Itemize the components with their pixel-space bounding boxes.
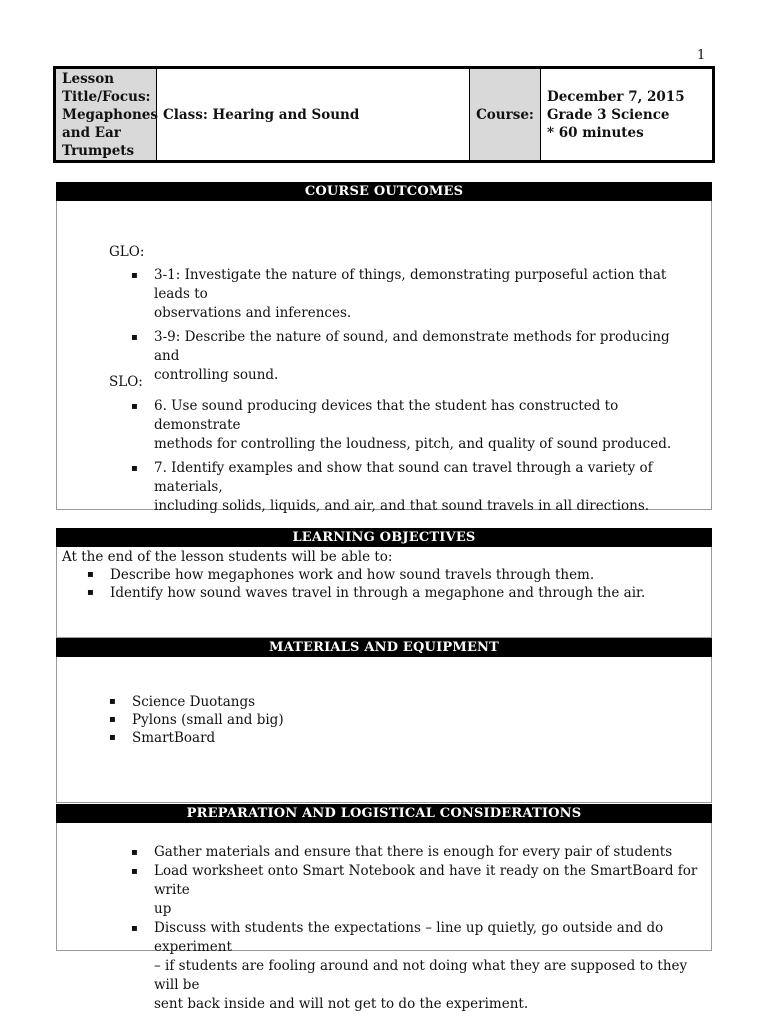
slo-label: SLO: bbox=[109, 374, 143, 390]
glo-list bbox=[131, 266, 699, 385]
preparation-body bbox=[56, 823, 712, 1012]
slo-list bbox=[131, 397, 699, 516]
course-outcomes-heading: COURSE OUTCOMES bbox=[56, 182, 712, 201]
bullet-icon: ▪ bbox=[87, 587, 94, 598]
learning-objectives-body bbox=[56, 547, 712, 638]
bullet-icon: ▪ bbox=[131, 463, 138, 474]
preparation-heading: PREPARATION AND LOGISTICAL CONSIDERATIONS bbox=[56, 804, 712, 823]
list-item-text: Describe how megaphones work and how sound travels through them. bbox=[110, 567, 595, 583]
list-item bbox=[131, 459, 699, 516]
glo-label: GLO: bbox=[109, 244, 145, 260]
list-item-line: methods for controlling the loudness, pitch, and quality of sound produced. bbox=[154, 436, 672, 452]
list-item bbox=[131, 919, 709, 1014]
course-label: Course: bbox=[476, 106, 534, 123]
materials-heading: MATERIALS AND EQUIPMENT bbox=[56, 638, 712, 657]
page-number: 1 bbox=[697, 48, 706, 63]
list-item-line: 7. Identify examples and show that sound can travel through a variety of materials, bbox=[154, 460, 653, 495]
bullet-icon: ▪ bbox=[131, 866, 138, 877]
learning-objectives-heading: LEARNING OBJECTIVES bbox=[56, 528, 712, 547]
course-duration: * 60 minutes bbox=[547, 124, 644, 141]
list-item-line: 3-1: Investigate the nature of things, demonstrating purposeful action that leads to bbox=[154, 267, 667, 302]
course-grade: Grade 3 Science bbox=[547, 106, 670, 123]
course-date: December 7, 2015 bbox=[547, 88, 685, 105]
course-label-cell bbox=[470, 69, 541, 160]
list-item bbox=[131, 843, 709, 862]
materials-body bbox=[56, 657, 712, 803]
list-item-text: Science Duotangs bbox=[132, 694, 256, 710]
bullet-icon: ▪ bbox=[109, 714, 116, 725]
list-item-line: 3-9: Describe the nature of sound, and demonstrate methods for producing and bbox=[154, 329, 670, 364]
list-item-text: Identify how sound waves travel in through a megaphone and through the air. bbox=[110, 585, 646, 601]
bullet-icon: ▪ bbox=[131, 847, 138, 858]
objectives-list bbox=[87, 566, 700, 602]
lesson-title-line: Title/Focus: bbox=[62, 88, 151, 105]
bullet-icon: ▪ bbox=[87, 569, 94, 580]
course-outcomes-section bbox=[56, 182, 712, 514]
list-item-line: Discuss with students the expectations – line up quietly, go outside and do experiment bbox=[154, 920, 664, 955]
bullet-icon: ▪ bbox=[131, 270, 138, 281]
lesson-title-line: Megaphones bbox=[62, 106, 158, 123]
learning-objectives-section bbox=[56, 528, 712, 638]
list-item bbox=[87, 584, 700, 602]
course-details-cell bbox=[541, 69, 712, 160]
lesson-title-line: Lesson bbox=[62, 70, 115, 87]
list-item bbox=[109, 693, 692, 711]
list-item-line: observations and inferences. bbox=[154, 305, 352, 321]
list-item bbox=[131, 862, 709, 919]
list-item-text: Pylons (small and big) bbox=[132, 712, 284, 728]
list-item-line: Load worksheet onto Smart Notebook and have it ready on the SmartBoard for write bbox=[154, 863, 698, 898]
bullet-icon: ▪ bbox=[131, 401, 138, 412]
lesson-header-table bbox=[53, 66, 715, 163]
bullet-icon: ▪ bbox=[109, 732, 116, 743]
class-text: Class: Hearing and Sound bbox=[163, 106, 360, 123]
class-cell bbox=[157, 69, 470, 160]
list-item-text: SmartBoard bbox=[132, 730, 216, 746]
list-item bbox=[109, 711, 692, 729]
lesson-title-cell bbox=[56, 69, 157, 160]
list-item bbox=[131, 328, 699, 385]
bullet-icon: ▪ bbox=[109, 696, 116, 707]
list-item bbox=[109, 729, 692, 747]
list-item-line: including solids, liquids, and air, and that sound travels in all directions. bbox=[154, 498, 650, 514]
materials-list bbox=[109, 693, 692, 747]
materials-section bbox=[56, 638, 712, 803]
preparation-section bbox=[56, 804, 712, 1012]
list-item bbox=[131, 266, 699, 323]
list-item-line: controlling sound. bbox=[154, 367, 279, 383]
list-item-line: sent back inside and will not get to do the experiment. bbox=[154, 996, 529, 1012]
bullet-icon: ▪ bbox=[131, 332, 138, 343]
list-item bbox=[131, 397, 699, 454]
list-item bbox=[87, 566, 700, 584]
lesson-title-line: Trumpets bbox=[62, 142, 135, 159]
preparation-list bbox=[131, 843, 709, 1014]
course-outcomes-body bbox=[56, 201, 712, 514]
objectives-intro: At the end of the lesson students will be able to: bbox=[62, 549, 393, 565]
list-item-line: Gather materials and ensure that there is enough for every pair of students bbox=[154, 844, 673, 860]
list-item-line: up bbox=[154, 901, 172, 917]
list-item-line: 6. Use sound producing devices that the student has constructed to demonstrate bbox=[154, 398, 619, 433]
bullet-icon: ▪ bbox=[131, 923, 138, 934]
lesson-title-line: and Ear bbox=[62, 124, 121, 141]
list-item-line: – if students are fooling around and not doing what they are supposed to they will be bbox=[154, 958, 688, 993]
